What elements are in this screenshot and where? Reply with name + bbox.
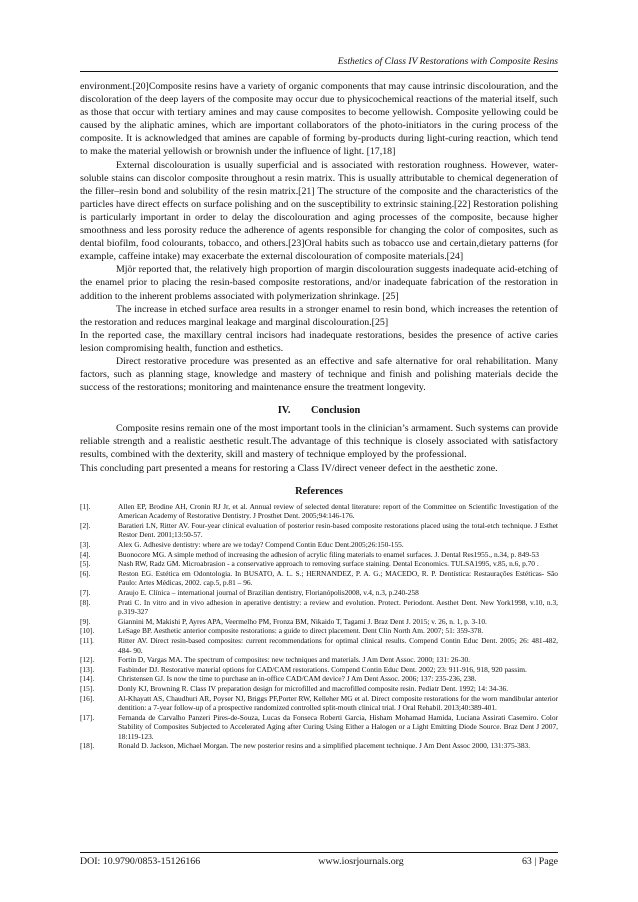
conclusion-paragraph-2: This concluding part presented a means for restoring a Class IV/direct veneer defect in the aesthetic zone. [80,462,498,474]
reference-text: Giannini M, Makishi P, Ayres APA, Veermelho PM, Fronza BM, Nikaido T, Tagami J. Braz Dent J. 2015; v. 26, n. 1, p. 3-10. [118,616,487,626]
reference-number: [3]. [80,540,91,549]
main-content [80,80,558,751]
reference-text: Ronald D. Jackson, Michael Morgan. The new posterior resins and a simplified placement technique. J Am Dent Assoc 2000, 131:375-383. [118,741,531,751]
reference-item [80,559,558,569]
reference-text: Alex G. Adhesive dentistry: where are we today? Compend Contin Educ Dent.2005;26:150-155. [118,540,404,549]
header-rule [80,71,558,72]
reference-number: [5]. [80,559,91,569]
reference-text: Fortin D, Vargas MA. The spectrum of composites: new techniques and materials. J Am Dent Assoc. 2000; 131: 26-30. [118,655,471,665]
reference-item [80,502,558,521]
reference-text: Al-Khayatt AS, Chaudhuri AR, Poyser NJ, Briggs PF,Porter RW, Kelleher MG et al. Direct composite restorations for the worn mandibular anterior dentition: a 7-year follow-up of a prospective randomized controlled split-mouth clinical trial. J Oral Rehabil. 2013;40:389-401. [118,693,558,713]
reference-number: [2]. [80,520,91,530]
reference-number: [1]. [80,501,91,511]
reference-text: Araujo E. Clínica – international journal of Brazilian dentistry, Florianópolis2008, v.4, n.3, p.240-258 [118,587,419,597]
running-title: Esthetics of Class IV Restorations with Composite Resins [337,56,558,67]
reference-text: Allen EP, Brodine AH, Cronin RJ Jr, et al. Annual review of selected dental literature: report of the Committee on Scientific Investigation of the American Academy of Restorative Dentistry. J Prosthet Dent. 2005;94:146-176. [118,501,558,521]
footer-doi: DOI: 10.9790/0853-15126166 [80,856,201,867]
reference-text: Nash RW, Radz GM. Microabrasion - a conservative approach to removing surface staining. Dental Economics. TULSA1995, v.85, n.6, p.70 . [118,559,539,569]
reference-number: [15]. [80,683,95,693]
body-paragraph-6: Direct restorative procedure was presented as an effective and safe alternative for oral rehabilitation. Many factors, such as planning stage, knowledge and mastery of technique and finish and polishing materials decide the success of the restorations; monitoring and maintenance ensure the treatment longevity. [80,355,558,394]
reference-item [80,694,558,713]
reference-text: Fernanda de Carvalho Panzeri Pires-de-Souza, Lucas da Fonseca Roberti Garcia, Hisham Mohamad Hamida, Luciana Assirati Casemiro. Color Stability of Composites Subjected to Accelerated Aging after Curing Using Either a Halogen or a Light Emitting Diode Source. Braz Dent J 2007, 18:119-123. [118,712,558,741]
reference-number: [14]. [80,674,95,684]
reference-item [80,540,558,550]
reference-item [80,598,558,617]
reference-item [80,674,558,684]
reference-item [80,665,558,675]
footer-site: www.iosrjournals.org [318,856,404,867]
reference-number: [13]. [80,664,95,674]
reference-number: [10]. [80,626,95,636]
reference-text: Ritter AV. Direct resin-based composites: current recommendations for optimal clinical results. Compend Contin Educ Dent. 2005; 26: 481-482, 484- 90. [118,635,558,655]
reference-text: Christensen GJ. Is now the time to purchase an in-office CAD/CAM device? J Am Dent Assoc. 2006; 137: 235-236, 238. [118,674,477,684]
reference-item [80,588,558,598]
reference-text: Reston EG. Estética em Odontologia. In BUSATO, A. L. S.; HERNANDEZ, P. A. G.; MACEDO, R. P. Dentística: Restaurações Estéticas- São Paulo: Artes Médicas, 2002. cap.5, p.81 – 96. [118,568,558,588]
reference-number: [8]. [80,597,91,607]
reference-item [80,655,558,665]
reference-item [80,636,558,655]
reference-text: Buonocore MG. A simple method of increasing the adhesion of acrylic filing materials to enamel surfaces. J. Dental Res1955., n.34, p. 849-53 [118,549,539,559]
references-heading: References [295,485,343,497]
reference-number: [11]. [80,635,94,645]
reference-number: [4]. [80,549,91,559]
body-paragraph-2: External discolouration is usually superficial and is associated with restoration roughness. However, water-soluble stains can discolor composite throughout a resin matrix. This is usually attributable to chemical degeneration of the filler–resin bond and solubility of the resin matrix.[21] The structure of the composite and the characteristics of the particles have direct effects on surface polishing and on the susceptibility to extrinsic staining.[22] Restoration polishing is particularly important in order to delay the discolouration and aging processes of the composite, because higher smoothness and less porosity reduce the adherence of agents responsible for changing the color of composites, such as dental biofilm, food colourants, tobacco, and others.[23]Oral habits such as tobacco use and certain,dietary patterns (for example, caffeine intake) may exacerbate the external discolouration of composite materials.[24] [80,159,558,263]
reference-number: [12]. [80,655,95,665]
page-footer [80,856,558,867]
reference-item [80,550,558,560]
reference-item [80,617,558,627]
footer-rule [80,852,558,853]
body-paragraph-4: The increase in etched surface area results in a stronger enamel to resin bond, which increases the retention of the restoration and reduces marginal leakage and marginal discolouration.[25] [80,303,558,328]
body-paragraph-5: In the reported case, the maxillary central incisors had inadequate restorations, besides the presence of active caries lesion compromising health, function and esthetics. [80,329,558,354]
conclusion-heading: IV. Conclusion [277,405,361,417]
reference-number: [9]. [80,616,91,626]
reference-text: LeSage BP. Aesthetic anterior composite restorations: a guide to direct placement. Dent Clin North Am. 2007; 51: 359-378. [118,626,484,636]
reference-item [80,684,558,694]
references-list [80,502,558,751]
reference-item [80,741,558,751]
reference-item [80,713,558,742]
reference-number: [17]. [80,712,95,722]
reference-text: Baratieri LN, Ritter AV. Four-year clinical evaluation of posterior resin-based composite restorations placed using the total-etch technique. J Esthet Restor Dent. 2001;13:50-57. [118,520,558,540]
reference-item [80,626,558,636]
reference-item [80,569,558,588]
reference-text: Fasbinder DJ. Restorative material options for CAD/CAM restorations. Compend Contin Educ Dent. 2002; 23: 911-916, 918, 920 passim. [118,664,527,674]
reference-number: [16]. [80,693,95,703]
reference-number: [6]. [80,568,91,578]
reference-text: Prati C. In vitro and in vivo adhesion in aperative dentistry: a review and evolution. Protect. Periodont. Aesthet Dent. New York1998, v.10, n.3, p.319-327 [118,597,558,617]
footer-page-number: 63 | Page [521,856,558,867]
body-paragraph-1: environment.[20]Composite resins have a variety of organic components that may cause intrinsic discolouration, and the discoloration of the deep layers of the composite may occur due to physicochemical reactions of the material itself, such as those that occur with tertiary amines and may cause composites to become yellowish. Composite yellowing could be caused by the aliphatic amines, which are important collaborators of the photo-initiators in the curing process of the composite. It is acknowledged that amines are capable of forming by-products during light-curing reaction, which tend to make the material yellowish or brownish under the influence of light. [17,18] [80,81,558,158]
reference-text: Donly KJ, Browning R. Class IV preparation design for microfilled and macrofilled composite resin. Pediatr Dent. 1992; 14: 34-36. [118,683,509,693]
reference-item [80,521,558,540]
body-paragraph-3: Mjör reported that, the relatively high proportion of margin discolouration suggests inadequate acid-etching of the enamel prior to placing the resin-based composite restorations, and/or inadequate fabrication of the restoration in addition to the inherent problems associated with polymerization shrinkage. [25] [80,264,558,302]
conclusion-paragraph-1: Composite resins remain one of the most important tools in the clinician’s armament. Such systems can provide reliable strength and a realistic aesthetic result.The advantage of this technique is closely associated with satisfactory results, combined with the dexterity, skill and mastery of technique employed by the professional. [80,423,558,461]
reference-number: [7]. [80,587,91,597]
reference-number: [18]. [80,741,95,751]
